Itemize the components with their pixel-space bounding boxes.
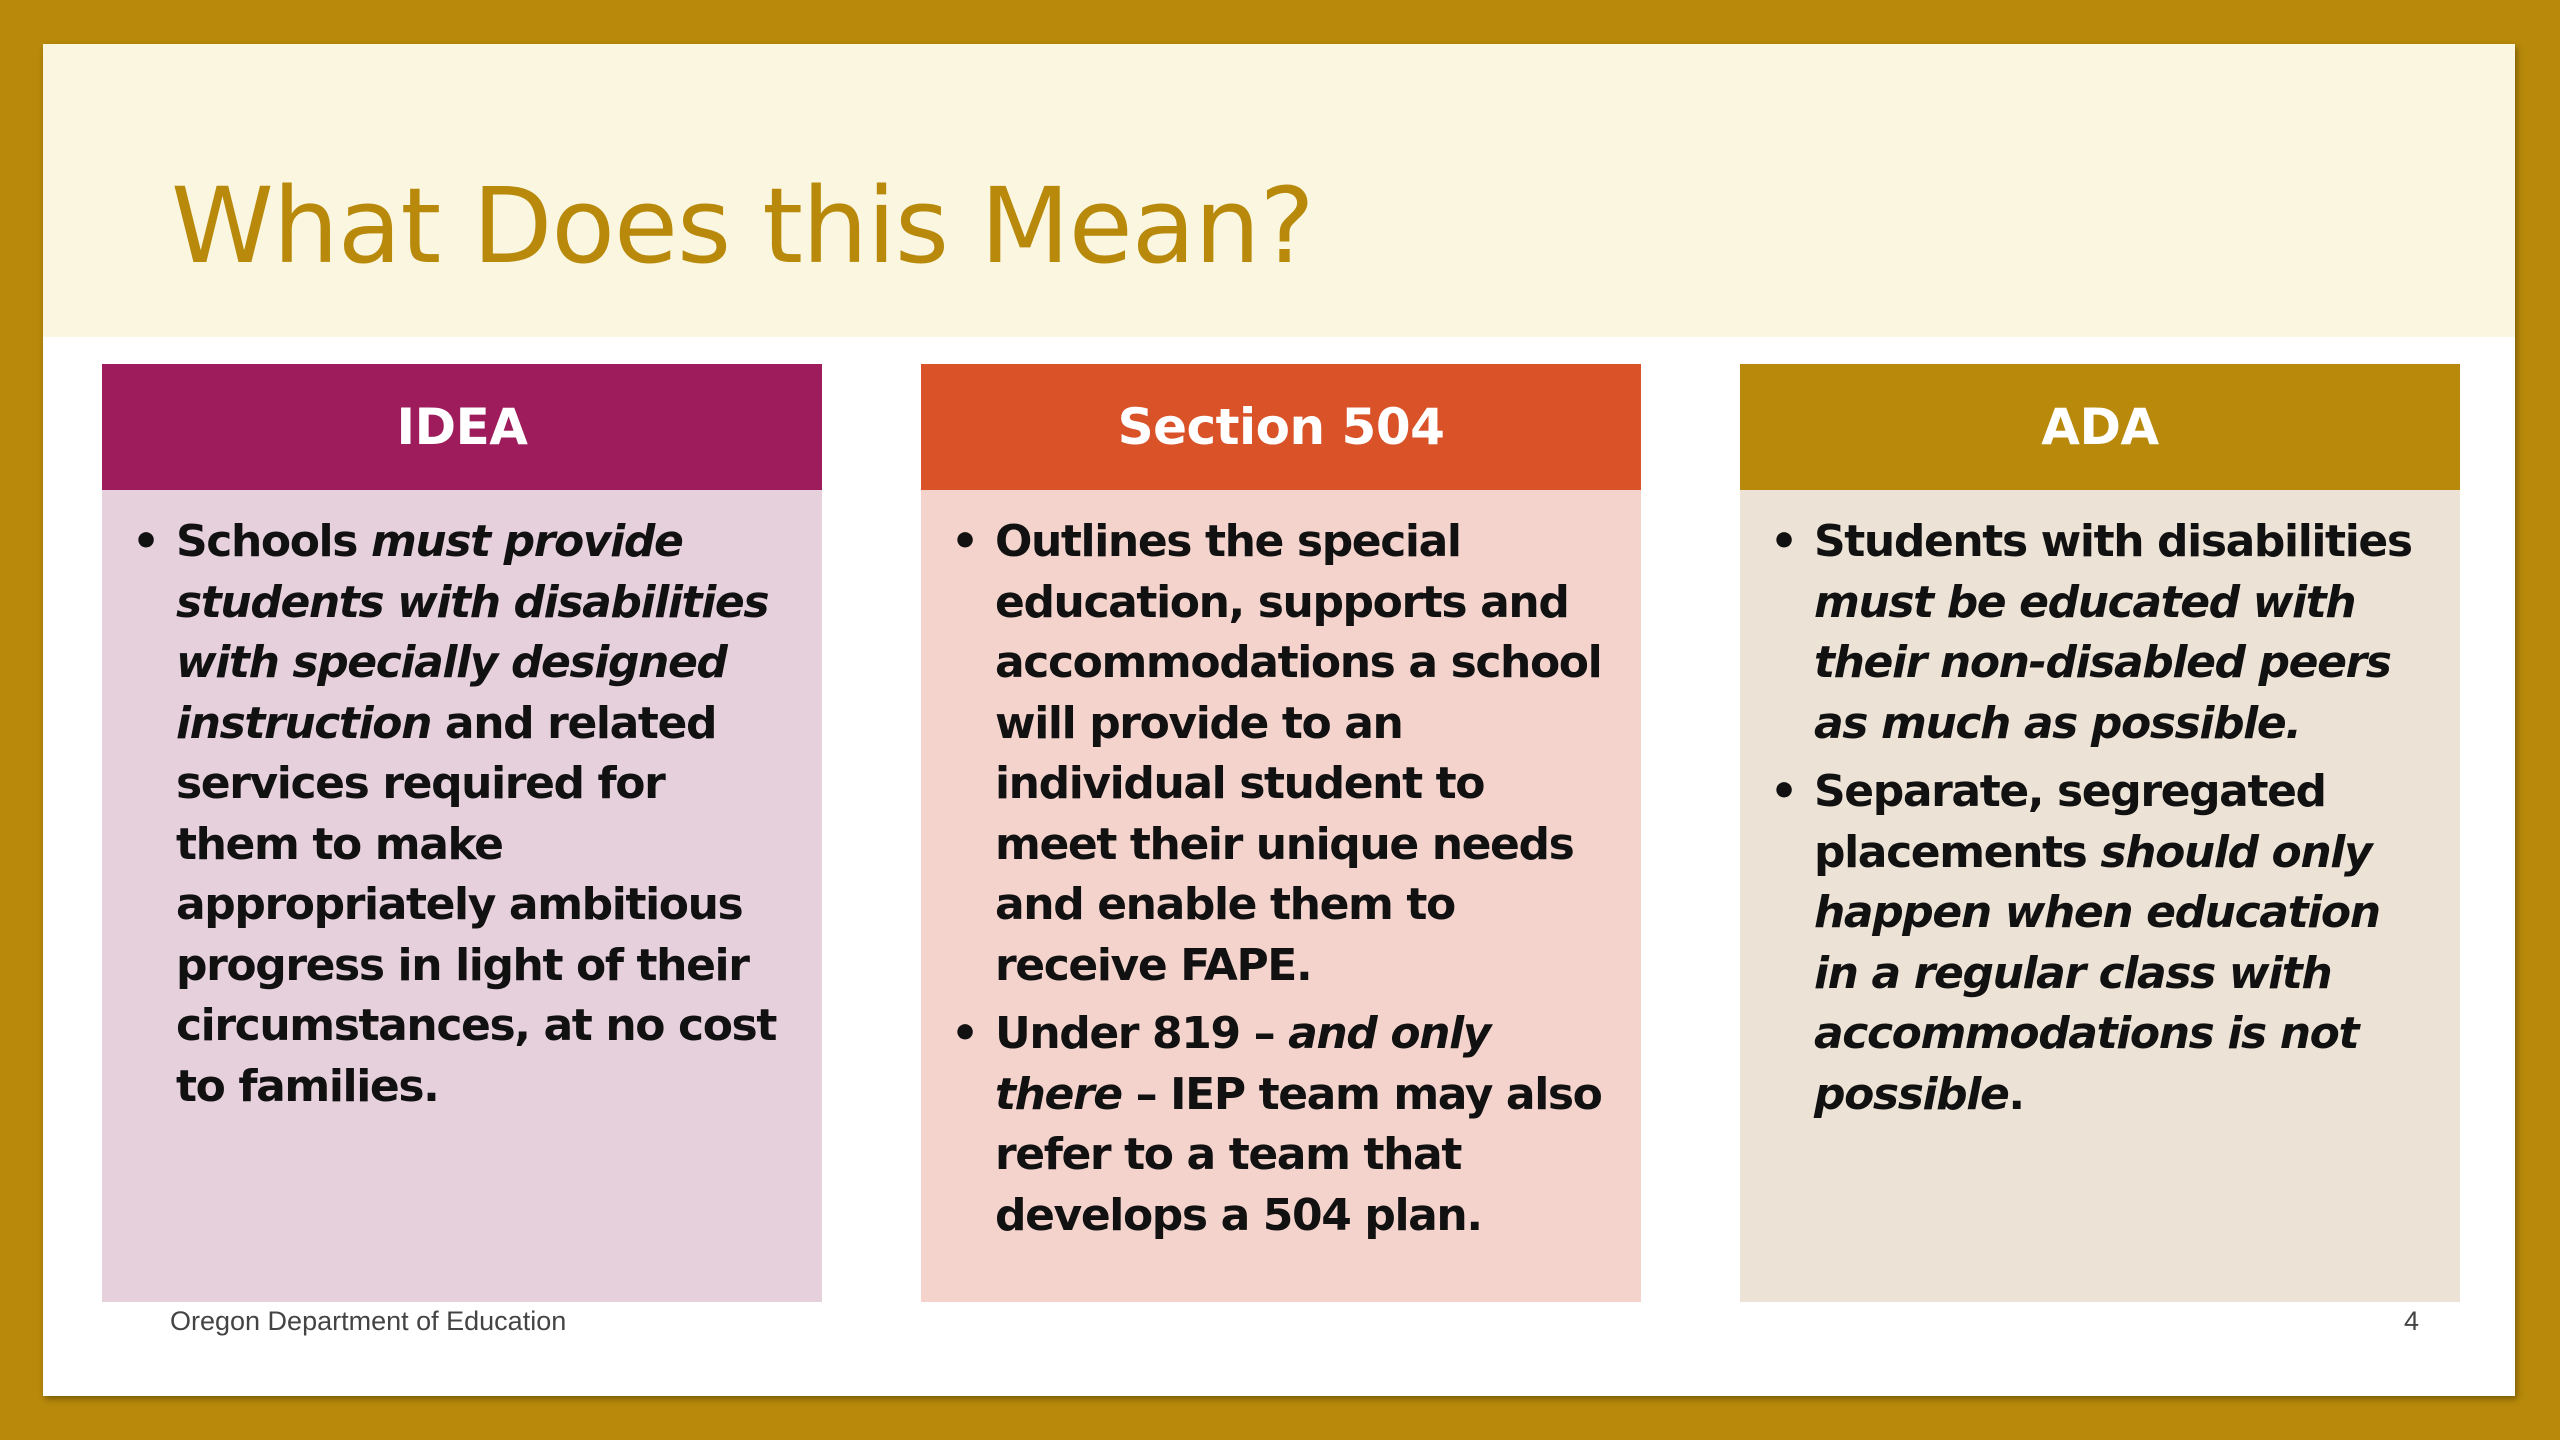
- bullet-text: .: [2008, 1068, 2024, 1120]
- ada-heading: ADA: [1740, 364, 2460, 490]
- ada-body: [1740, 490, 2460, 1302]
- title-band: [43, 44, 2515, 337]
- section-504-column: [921, 364, 1641, 1302]
- section-504-heading: Section 504: [921, 364, 1641, 490]
- bullet-text: Schools: [176, 516, 371, 567]
- bullet-emphasis: and only there: [995, 1008, 1491, 1120]
- idea-body: [102, 490, 822, 1302]
- list-item: [951, 1004, 1617, 1246]
- section-504-body: [921, 490, 1641, 1302]
- footer-organization: Oregon Department of Education: [170, 1306, 567, 1336]
- bullet-text: Separate, segregated placements: [1814, 766, 2326, 878]
- page-number: 4: [2403, 1306, 2419, 1336]
- idea-bullet-list: [132, 512, 798, 1117]
- ada-bullet-list: [1770, 512, 2436, 1125]
- bullet-text: Students with disabilities: [1814, 516, 2412, 567]
- idea-column: [102, 364, 822, 1302]
- slide-title: What Does this Mean?: [171, 165, 1314, 287]
- bullet-text: – IEP team may also refer to a team that develops a 504 plan.: [995, 1068, 1602, 1241]
- list-item: [1770, 762, 2436, 1125]
- section-504-bullet-list: [951, 512, 1617, 1246]
- idea-heading: IDEA: [102, 364, 822, 490]
- ada-column: [1740, 364, 2460, 1302]
- list-item: [1770, 512, 2436, 754]
- list-item: [132, 512, 798, 1117]
- bullet-emphasis: must provide students with disabilities with specially designed instruction: [176, 516, 769, 749]
- bullet-emphasis: should only happen when education in a regular class with accommodations is not possible: [1814, 826, 2380, 1120]
- bullet-text: and related services required for them to make appropriately ambitious progress in light of their circumstances, at no cost to families.: [176, 697, 776, 1112]
- slide: [43, 44, 2515, 1396]
- bullet-emphasis: must be educated with their non-disabled peers as much as possible.: [1814, 576, 2391, 749]
- list-item: [951, 512, 1617, 996]
- bullet-text: Outlines the special education, supports and accommodations a school will provide to an individual student to meet their unique needs and enable them to receive FAPE.: [995, 516, 1602, 991]
- bullet-text: Under 819 –: [995, 1008, 1289, 1059]
